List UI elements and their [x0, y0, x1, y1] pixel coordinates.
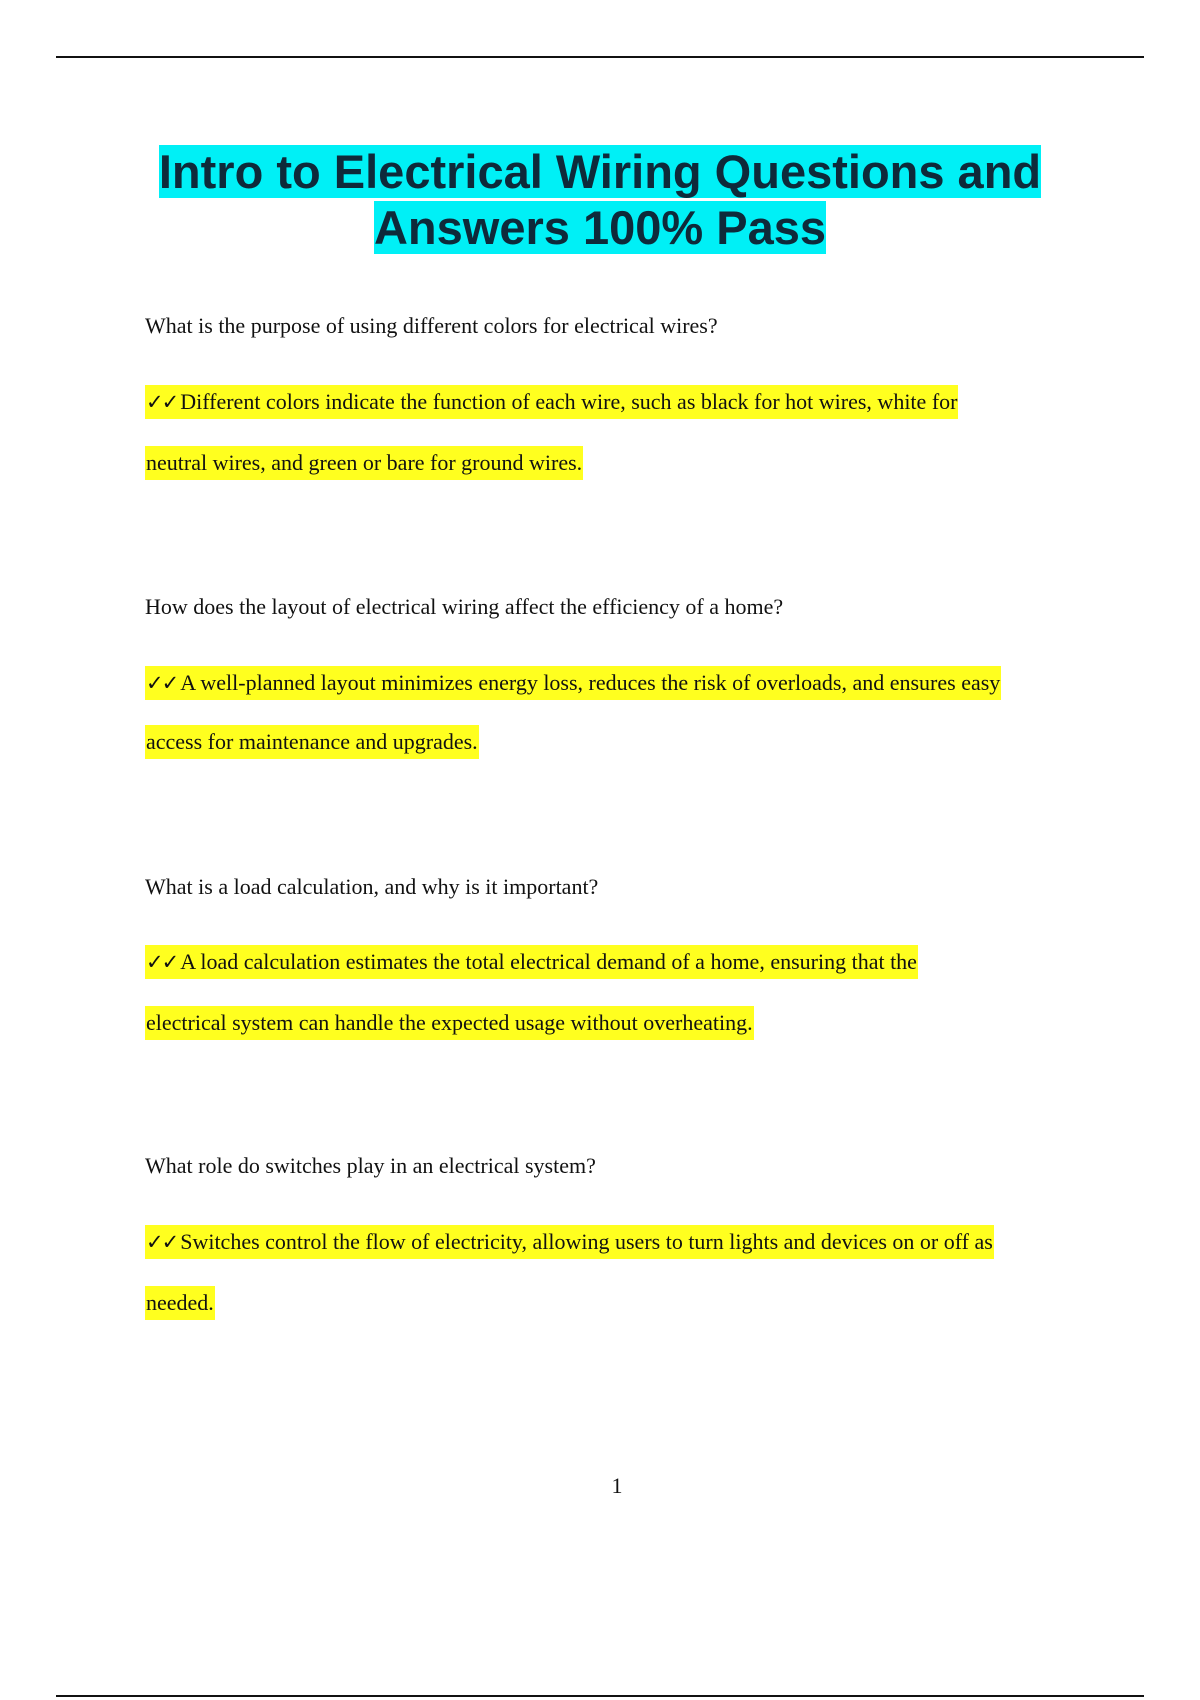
answer-2-line-2: access for maintenance and upgrades. — [145, 725, 479, 759]
check-mark-icon: ✓✓ — [146, 390, 178, 414]
answer-4-line-2: needed. — [145, 1286, 215, 1320]
answer-3-line-1 — [145, 945, 918, 979]
check-mark-icon: ✓✓ — [146, 950, 178, 974]
answer-3-text-1: A load calculation estimates the total electrical demand of a home, ensuring that the — [180, 949, 917, 974]
header-rule — [56, 56, 1144, 58]
check-mark-icon: ✓✓ — [146, 1230, 178, 1254]
answer-4-text-1: Switches control the flow of electricity, allowing users to turn lights and devices on or off as — [180, 1229, 993, 1254]
question-2: How does the layout of electrical wiring affect the efficiency of a home? — [145, 594, 784, 619]
footer-rule — [56, 1695, 1144, 1697]
question-4: What role do switches play in an electrical system? — [145, 1153, 596, 1178]
answer-2-line-1 — [145, 666, 1001, 700]
answer-1-text-1: Different colors indicate the function of each wire, such as black for hot wires, white for — [180, 389, 958, 414]
answer-1-line-2: neutral wires, and green or bare for ground wires. — [145, 446, 583, 480]
title-line-2: Answers 100% Pass — [373, 201, 826, 254]
answer-1-line-1 — [145, 385, 958, 419]
check-mark-icon: ✓✓ — [146, 671, 178, 695]
answer-4-line-1 — [145, 1225, 994, 1259]
page-number: 1 — [611, 1473, 623, 1498]
answer-2-text-1: A well-planned layout minimizes energy loss, reduces the risk of overloads, and ensures easy — [180, 670, 1001, 695]
question-3: What is a load calculation, and why is it important? — [145, 874, 599, 899]
question-1: What is the purpose of using different colors for electrical wires? — [145, 313, 718, 338]
answer-3-line-2: electrical system can handle the expected usage without overheating. — [145, 1006, 754, 1040]
document-title — [100, 144, 1100, 256]
title-line-1: Intro to Electrical Wiring Questions and — [158, 145, 1042, 198]
